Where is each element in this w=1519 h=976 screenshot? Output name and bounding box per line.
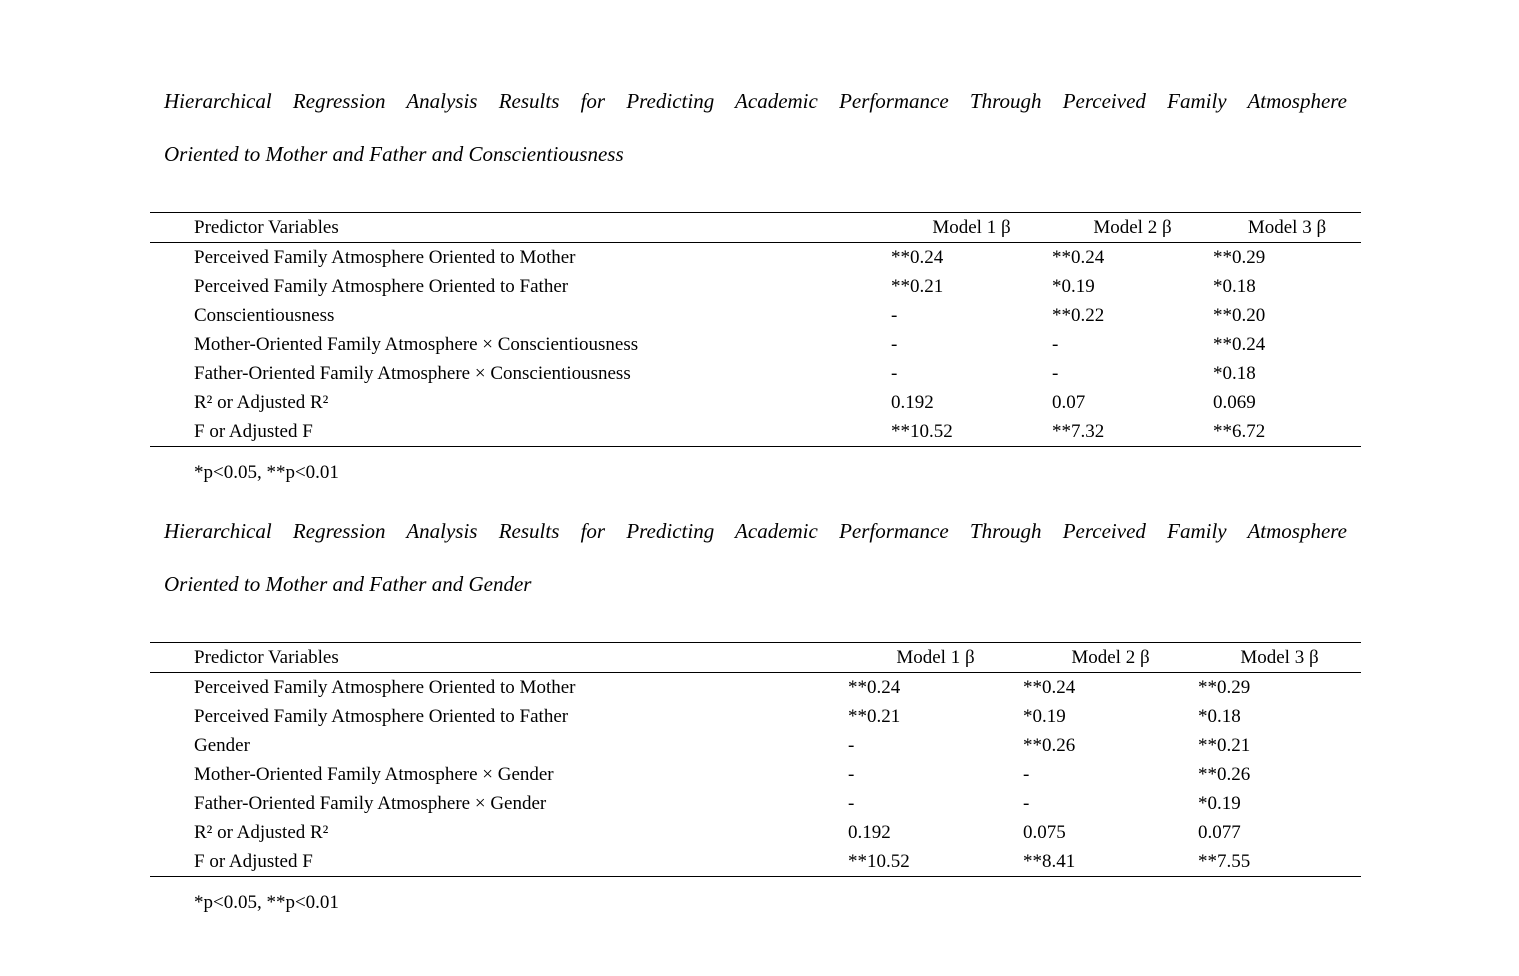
predictor-cell: R² or Adjusted R² <box>194 821 329 843</box>
predictor-cell: Perceived Family Atmosphere Oriented to Mother <box>194 676 576 698</box>
predictor-cell: Father-Oriented Family Atmosphere × Conscientiousness <box>194 362 631 384</box>
predictor-cell: Mother-Oriented Family Atmosphere × Gender <box>194 763 554 785</box>
column-header: Model 1 β <box>932 216 1011 238</box>
predictor-cell: Conscientiousness <box>194 304 335 326</box>
table-row <box>150 847 1361 877</box>
value-cell: **0.26 <box>1023 734 1076 756</box>
table-row <box>150 731 1361 760</box>
predictor-cell: F or Adjusted F <box>194 850 313 872</box>
column-header: Predictor Variables <box>194 216 339 238</box>
value-cell: *0.19 <box>1198 792 1241 814</box>
table-row <box>150 417 1361 447</box>
value-cell: - <box>891 333 898 355</box>
value-cell: **0.21 <box>848 705 901 727</box>
table-header-row <box>150 643 1361 673</box>
predictor-cell: Perceived Family Atmosphere Oriented to Father <box>194 275 569 297</box>
column-header: Model 1 β <box>896 646 975 668</box>
table-2-caption <box>164 505 1347 611</box>
value-cell: - <box>1023 792 1030 814</box>
table-row <box>150 359 1361 388</box>
value-cell: **8.41 <box>1023 850 1076 872</box>
value-cell: *0.19 <box>1023 705 1066 727</box>
table-1-caption-line-1: Hierarchical Regression Analysis Results for Predicting Academic Performance Through Perceived Family Atmosphere <box>164 89 1347 113</box>
value-cell: **0.20 <box>1213 304 1266 326</box>
table-row <box>150 330 1361 359</box>
predictor-cell: R² or Adjusted R² <box>194 391 329 413</box>
column-header: Model 2 β <box>1093 216 1172 238</box>
regression-table-1 <box>150 212 1361 447</box>
value-cell: - <box>848 792 855 814</box>
value-cell: **10.52 <box>848 850 910 872</box>
value-cell: **0.29 <box>1198 676 1251 698</box>
value-cell: **0.22 <box>1052 304 1105 326</box>
value-cell: 0.069 <box>1213 391 1256 413</box>
value-cell: **0.24 <box>848 676 901 698</box>
table-1-significance-note: *p<0.05, **p<0.01 <box>194 462 339 483</box>
value-cell: **0.26 <box>1198 763 1251 785</box>
value-cell: **0.24 <box>1213 333 1266 355</box>
table-1-caption-line-2: Oriented to Mother and Father and Conscientiousness <box>164 142 624 166</box>
value-cell: 0.192 <box>848 821 891 843</box>
predictor-cell: Gender <box>194 734 250 756</box>
value-cell: 0.077 <box>1198 821 1241 843</box>
value-cell: *0.18 <box>1198 705 1241 727</box>
table-row <box>150 301 1361 330</box>
column-header: Model 3 β <box>1240 646 1319 668</box>
value-cell: **10.52 <box>891 420 953 442</box>
value-cell: **7.55 <box>1198 850 1251 872</box>
value-cell: 0.192 <box>891 391 934 413</box>
value-cell: - <box>1023 763 1030 785</box>
value-cell: **7.32 <box>1052 420 1105 442</box>
regression-table-2 <box>150 642 1361 877</box>
predictor-cell: Perceived Family Atmosphere Oriented to Father <box>194 705 569 727</box>
value-cell: **0.21 <box>1198 734 1251 756</box>
predictor-cell: Perceived Family Atmosphere Oriented to Mother <box>194 246 576 268</box>
table-row <box>150 243 1361 273</box>
table-row <box>150 760 1361 789</box>
value-cell: - <box>848 763 855 785</box>
value-cell: **0.21 <box>891 275 944 297</box>
value-cell: - <box>891 362 898 384</box>
table-row <box>150 673 1361 703</box>
table-row <box>150 789 1361 818</box>
value-cell: **6.72 <box>1213 420 1266 442</box>
table-2-caption-line-2: Oriented to Mother and Father and Gender <box>164 572 532 596</box>
table-row <box>150 702 1361 731</box>
value-cell: *0.19 <box>1052 275 1095 297</box>
column-header: Model 3 β <box>1247 216 1327 238</box>
value-cell: - <box>891 304 898 326</box>
value-cell: 0.075 <box>1023 821 1066 843</box>
value-cell: **0.24 <box>1052 246 1105 268</box>
table-row <box>150 272 1361 301</box>
table-header-row <box>150 213 1361 243</box>
value-cell: - <box>848 734 855 756</box>
table-2-significance-note: *p<0.05, **p<0.01 <box>194 892 339 913</box>
table-row <box>150 818 1361 847</box>
value-cell: **0.29 <box>1213 246 1266 268</box>
predictor-cell: F or Adjusted F <box>194 420 313 442</box>
table-2-caption-line-1: Hierarchical Regression Analysis Results for Predicting Academic Performance Through Perceived Family Atmosphere <box>164 519 1347 543</box>
value-cell: - <box>1052 333 1059 355</box>
value-cell: *0.18 <box>1213 362 1256 384</box>
value-cell: 0.07 <box>1052 391 1086 413</box>
predictor-cell: Father-Oriented Family Atmosphere × Gender <box>194 792 547 814</box>
predictor-cell: Mother-Oriented Family Atmosphere × Conscientiousness <box>194 333 639 355</box>
table-row <box>150 388 1361 417</box>
value-cell: **0.24 <box>891 246 944 268</box>
column-header: Predictor Variables <box>194 646 339 668</box>
value-cell: - <box>1052 362 1059 384</box>
table-1-caption <box>164 75 1347 181</box>
value-cell: **0.24 <box>1023 676 1076 698</box>
column-header: Model 2 β <box>1071 646 1150 668</box>
value-cell: *0.18 <box>1213 275 1256 297</box>
